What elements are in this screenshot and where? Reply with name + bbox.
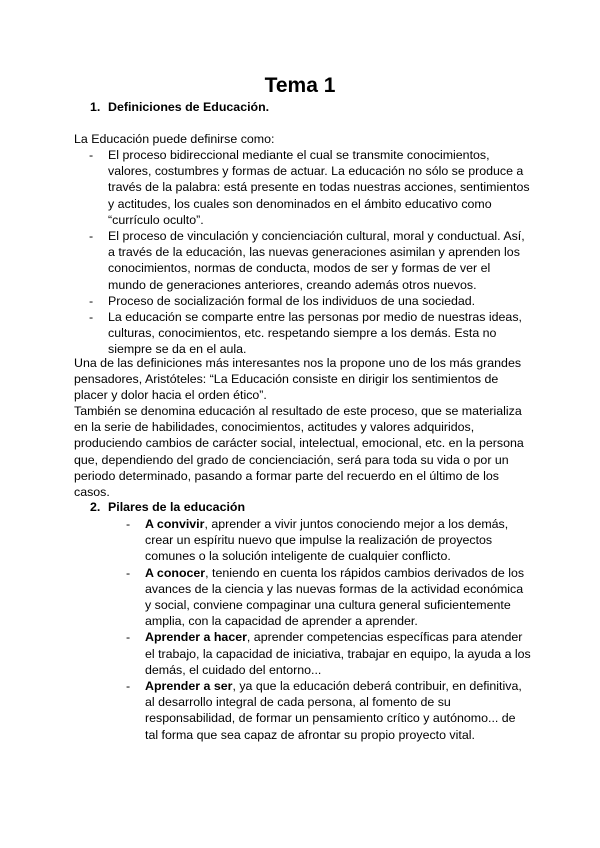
list-item bbox=[126, 629, 532, 678]
definitions-list bbox=[89, 147, 530, 358]
pillar-text: , teniendo en cuenta los rápidos cambios derivados de los avances de la ciencia y las nuevas formas de la actividad económica y social, conviene compaginar una cultura general suficientemente amplia, con la capacidad de aprender a aprender. bbox=[145, 565, 525, 629]
list-item-text: El proceso bidireccional mediante el cual se transmite conocimientos, valores, costumbres y formas de actuar. La educación no sólo se produce a través de la palabra: está presente en todas nuestras acciones, sentimientos y actitudes, los cuales son denominados en el ámbito educativo como “currículo oculto”. bbox=[108, 148, 530, 227]
section-2-heading bbox=[90, 499, 245, 515]
section-1-number: 1. bbox=[90, 100, 101, 114]
pillar-text: , aprender competencias específicas para atender el trabajo, la capacidad de iniciativa, trabajar en equipo, la ayuda a los demás, el cuidado del entorno... bbox=[145, 630, 531, 677]
pillar-term: Aprender a hacer bbox=[145, 630, 247, 645]
list-item-text: La educación se comparte entre las personas por medio de nuestras ideas, culturas, conocimientos, etc. respetando siempre a los demás. Esta no siempre se da en el aula. bbox=[108, 310, 522, 357]
list-item-text: Proceso de socialización formal de los individuos de una sociedad. bbox=[108, 293, 476, 308]
pillar-term: A convivir bbox=[145, 517, 205, 531]
dash-marker: - bbox=[89, 293, 94, 308]
aristotle-paragraph: Una de las definiciones más interesantes nos la propone uno de los más grandes pensadores, Aristóteles: “La Educación consiste en dirigir los sentimientos de placer y dolor hacia el orden ético”. bbox=[74, 356, 522, 403]
section-1-intro: La Educación puede definirse como: bbox=[74, 132, 275, 146]
pillars-list bbox=[126, 516, 532, 743]
dash-marker: - bbox=[89, 310, 94, 325]
dash-marker: - bbox=[126, 679, 131, 694]
list-item bbox=[126, 678, 532, 743]
dash-marker: - bbox=[126, 630, 131, 645]
pillar-term: Aprender a ser bbox=[145, 679, 233, 694]
dash-marker: - bbox=[89, 148, 94, 162]
list-item-text: El proceso de vinculación y concienciación cultural, moral y conductual. Así, a través de la educación, las nuevas generaciones asimilan y aprenden los conocimientos, normas de conducta, modos de ser y formas de ver el mundo de generaciones anteriores, creando además otros nuevos. bbox=[108, 229, 525, 292]
list-item bbox=[89, 228, 530, 293]
section-1-heading-text: Definiciones de Educación. bbox=[108, 100, 270, 114]
result-paragraph: También se denomina educación al resultado de este proceso, que se materializa en la serie de habilidades, conocimientos, actitudes y valores adquiridos, produciendo cambios de carácter social, intelectual, emocional, etc. en la persona que, dependiendo del grado de concienciación, será para toda su vida o por un periodo determinado, pasando a formar parte del recuerdo en el último de los casos. bbox=[74, 404, 524, 500]
list-item bbox=[126, 516, 532, 565]
pillar-text: , ya que la educación deberá contribuir, en definitiva, al desarrollo integral de cada persona, al fomento de su responsabilidad, de formar un pensamiento crítico y autónomo... de tal forma que sea capaz de afrontar su propio proyecto vital. bbox=[145, 679, 522, 742]
list-item bbox=[126, 565, 532, 630]
dash-marker: - bbox=[126, 517, 131, 531]
list-item bbox=[89, 147, 530, 228]
dash-marker: - bbox=[126, 565, 131, 580]
pillar-text: , aprender a vivir juntos conociendo mejor a los demás, crear un espíritu nuevo que impulse la realización de proyectos comunes o la solución inteligente de cualquier conflicto. bbox=[145, 517, 509, 564]
dash-marker: - bbox=[89, 229, 94, 244]
section-2-heading-text: Pilares de la educación bbox=[108, 500, 246, 514]
page-title: Tema 1 bbox=[264, 74, 336, 97]
section-2-number: 2. bbox=[90, 500, 101, 514]
section-1-heading bbox=[90, 99, 269, 115]
list-item bbox=[89, 293, 530, 309]
list-item bbox=[89, 309, 530, 358]
pillar-term: A conocer bbox=[145, 565, 206, 580]
